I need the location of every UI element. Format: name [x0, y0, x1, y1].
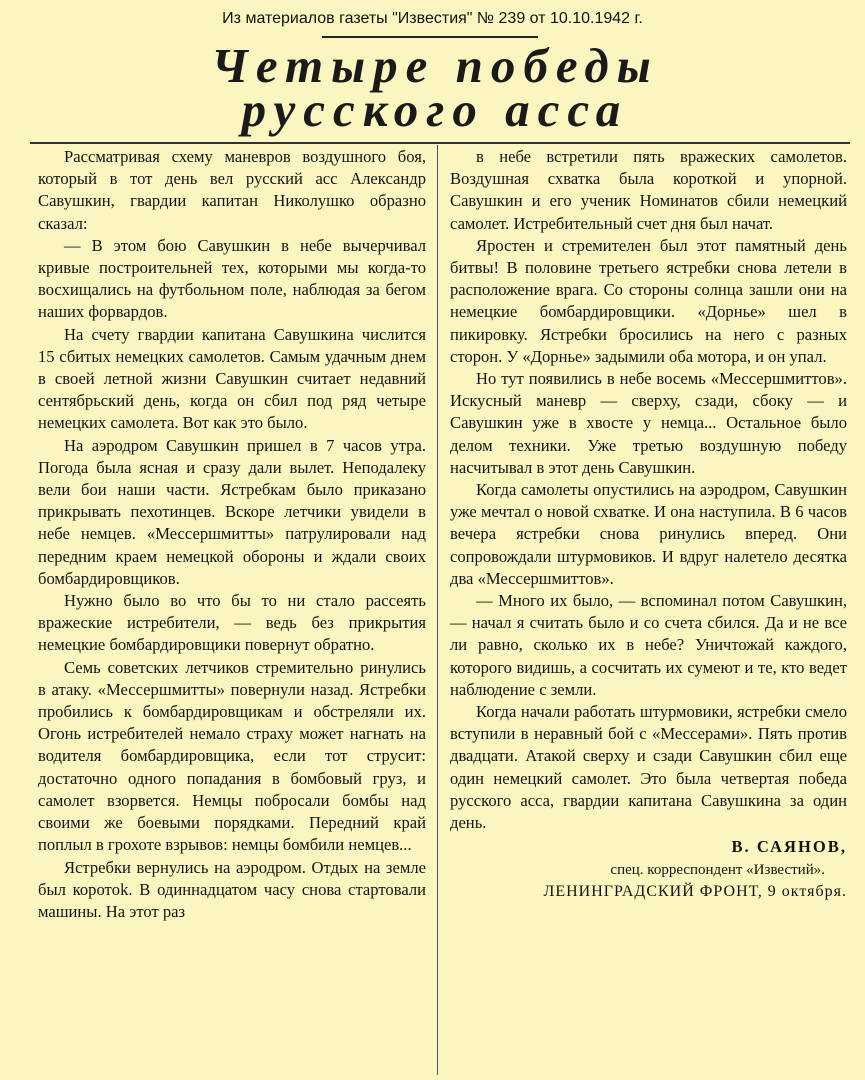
paragraph: Но тут появились в небе восемь «Мессершмиттов». Искусный маневр — сверху, сзади, сбоку — и Савушкин уже в хвосте у немца... Остальное было делом техники. Уже третью воздушную победу насчитывал в этот день Савушкин. [450, 369, 847, 477]
right-column [450, 146, 847, 903]
paragraph: На аэродром Савушкин пришел в 7 часов утра. Погода была ясная и сразу дали вылет. Неподалеку вели бои наши части. Ястребкам было приказано прикрывать пехотинцев. Вскоре летчики увидели в небе немцев. «Мессершмитты» патрулировали над передним краем немецкой обороны и ждали своих бомбардировщиков. [38, 435, 426, 588]
title-divider [30, 142, 850, 144]
paragraph: На счету гвардии капитана Савушкина числится 15 сбитых немецких самолетов. Самым удачным днем в своей летной жизни Савушкин считает недавний сентябрьский день, когда он сбил под ряд четыре немецких самолета. Вот как это было. [38, 324, 426, 433]
source-note: Из материалов газеты "Известия" № 239 от 10.10.1942 г. [222, 10, 643, 27]
paragraph: Когда самолеты опустились на аэродром, Савушкин уже мечтал о новой схватке. И она наступила. В 6 часов вечера ястребки снова ринулись вперед. Они сопровождали штурмовиков. И вдруг налетело десятка два «Мессершмиттов». [450, 480, 847, 588]
paragraph: в небе встретили пять вражеских самолетов. Воздушная схватка была короткой и упорной. Савушкин и его ученик Номинатов сбили немецкий самолет. Истребительный счет дня был начат. [450, 147, 847, 233]
paragraph: Яростен и стремителен был этот памятный день битвы! В половине третьего ястребки снова летели в расположение врага. Со стороны солнца зашли они на немецкие бомбардировщики. «Дорнье» шел в пикировку. Ястребки бросились на него с разных сторон. У «Дорнье» задымили оба мотора, и он упал. [450, 235, 847, 366]
dateline: ЛЕНИНГРАДСКИЙ ФРОНТ, 9 октября. [543, 882, 847, 900]
left-column [38, 146, 426, 923]
title-line-2: русского асса [241, 82, 629, 137]
author-name: В. САЯНОВ, [731, 837, 847, 857]
paragraph: Когда начали работать штурмовики, ястребки смело вступили в неравный бой с «Мессерами». Пять против двадцати. Атакой сверху и сзади Савушкин сбил еще один немецкий самолет. Это была четвертая победа русского асса, гвардии капитана Савушкина за один день. [450, 702, 847, 833]
paragraph: Рассматривая схему маневров воздушного боя, который в тот день вел русский асс Александр Савушкин, гвардии капитан Николушко образно сказал: [38, 147, 426, 233]
paragraph: Нужно было во что бы то ни стало рассеять вражеские истребители, — ведь без прикрытия немецкие бомбардировщики повернут обратно. [38, 591, 426, 655]
paragraph: Семь советских летчиков стремительно ринулись в атаку. «Мессершмитты» повернули назад. Ястребки пробились к бомбардировщикам и обстреляли их. Огонь истребителей немало страху может нагнать на водителя бомбардировщика, если тот струсит: достаточно одного попадания в бомбовый груз, и самолет взорвется. Немцы побросали бомбы над своими же боевыми порядками. Передний край поплыл в грохоте взрывов: немцы бомбили немцев... [38, 657, 426, 855]
title-line-1: Четыре победы [211, 38, 659, 93]
author-role: спец. корреспондент «Известий». [610, 861, 825, 878]
column-divider [437, 145, 438, 1075]
article-title [140, 38, 730, 137]
paragraph: — Много их было, — вспоминал потом Савушкин, — начал я считать было и со счета сбился. Да и не все ли равно, сколько их в небе? Уничтожай каждого, которого видишь, а сосчитать их сумеют и те, кто ведет наблюдение с земли. [450, 591, 847, 699]
paragraph: — В этом бою Савушкин в небе вычерчивал кривые построительней тех, которыми мы когда-то восхищались на футбольном поле, наблюдая за бегом наших форвардов. [38, 235, 426, 322]
paragraph: Ястребки вернулись на аэродром. Отдых на земле был коротok. В одиннадцатом часу снова стартовали машины. На этот раз [38, 857, 426, 921]
